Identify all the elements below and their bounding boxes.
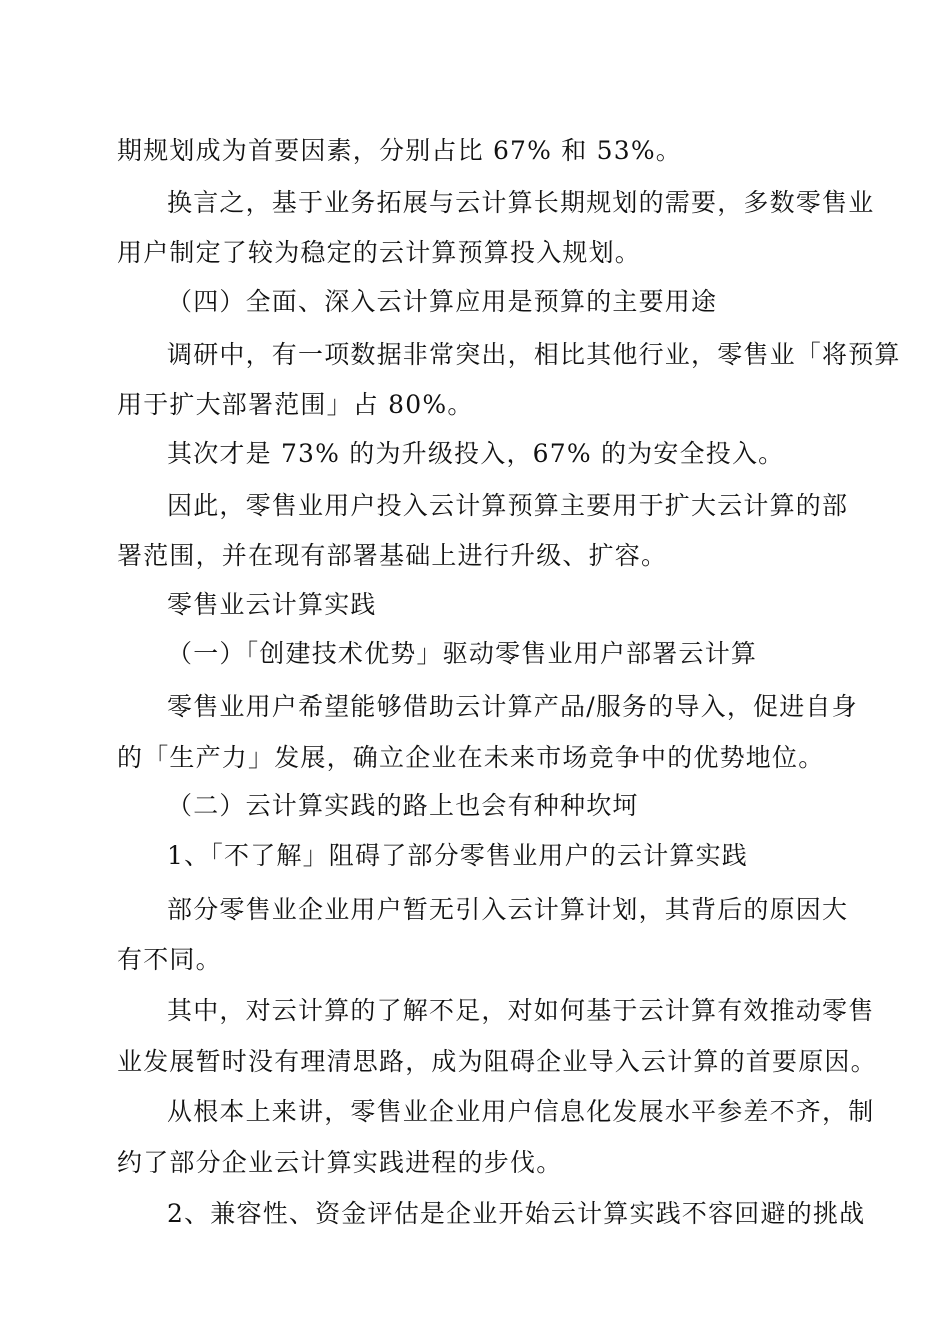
section-heading: 1、「不了解」阻碍了部分零售业用户的云计算实践 <box>167 841 749 870</box>
section-heading: （二）云计算实践的路上也会有种种坎坷 <box>167 791 639 820</box>
paragraph-line: 换言之，基于业务拓展与云计算长期规划的需要，多数零售业 <box>167 188 875 217</box>
paragraph-line: 用于扩大部署范围」占 80%。 <box>117 390 474 419</box>
paragraph-line: 从根本上来讲，零售业企业用户信息化发展水平参差不齐，制 <box>167 1097 875 1126</box>
section-heading: （一）「创建技术优势」驱动零售业用户部署云计算 <box>167 639 758 668</box>
paragraph-line: 因此，零售业用户投入云计算预算主要用于扩大云计算的部 <box>167 491 849 520</box>
text-line-continuation: 期规划成为首要因素，分别占比 67% 和 53%。 <box>117 136 682 165</box>
paragraph-line: 调研中，有一项数据非常突出，相比其他行业，零售业「将预算 <box>167 340 901 369</box>
section-heading: 零售业云计算实践 <box>167 590 377 619</box>
paragraph-line: 部分零售业企业用户暂无引入云计算计划，其背后的原因大 <box>167 895 849 924</box>
paragraph-line: 其中，对云计算的了解不足，对如何基于云计算有效推动零售 <box>167 996 875 1025</box>
paragraph-line: 其次才是 73% 的为升级投入，67% 的为安全投入。 <box>167 439 785 468</box>
paragraph-line: 业发展暂时没有理清思路，成为阻碍企业导入云计算的首要原因。 <box>117 1047 877 1076</box>
section-heading: 2、兼容性、资金评估是企业开始云计算实践不容回避的挑战 <box>167 1199 866 1228</box>
paragraph-line: 用户制定了较为稳定的云计算预算投入规划。 <box>117 238 642 267</box>
paragraph-line: 约了部分企业云计算实践进程的步伐。 <box>117 1148 563 1177</box>
paragraph-line: 零售业用户希望能够借助云计算产品/服务的导入，促进自身 <box>167 692 858 721</box>
paragraph-line: 署范围，并在现有部署基础上进行升级、扩容。 <box>117 541 668 570</box>
paragraph-line: 有不同。 <box>117 945 222 974</box>
paragraph-line: 的「生产力」发展，确立企业在未来市场竞争中的优势地位。 <box>117 743 825 772</box>
section-heading: （四）全面、深入云计算应用是预算的主要用途 <box>167 287 718 316</box>
